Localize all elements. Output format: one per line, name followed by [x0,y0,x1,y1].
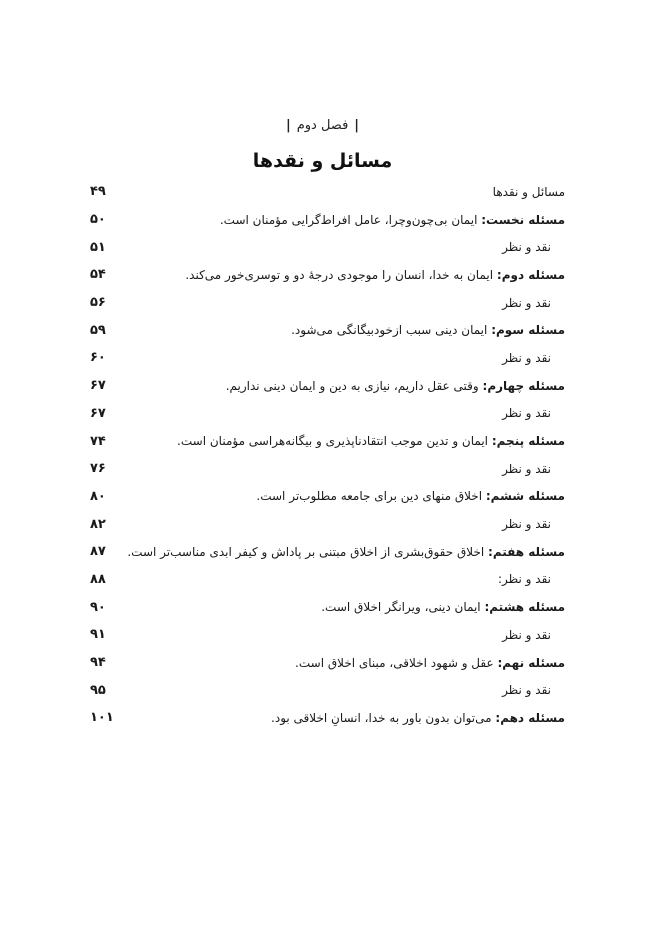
toc-entry [321,600,565,614]
toc-page-number: ۵۴ [90,267,106,283]
toc-entry-label: مسئله چهارم: [482,378,565,393]
toc-page-number: ۸۰ [90,488,106,504]
toc-row [90,289,565,317]
toc-page-number: ۵۹ [90,322,106,338]
toc-entry-text: ایمان دینی سبب ازخودبیگانگی می‌شود. [291,323,488,338]
toc-page-number: ۷۶ [90,461,106,477]
toc-row [90,178,565,206]
toc-entry-text: نقد و نظر: [498,572,551,587]
toc-page-number: ۸۲ [90,516,106,532]
toc-entry-text: اخلاق منهای دین برای جامعه مطلوب‌تر است. [256,489,483,504]
chapter-bar-right: | [354,118,360,133]
toc-page-number: ۸۸ [90,571,106,587]
page-title: مسائل و نقدها [252,150,393,172]
toc-entry-label: مسئله هشتم: [484,600,565,615]
toc-entry-text: ایمان دینی، ویرانگر اخلاق است. [321,600,481,615]
toc-row [90,593,565,621]
toc-entry-label: مسئله ششم: [485,489,565,504]
toc-page-number: ۹۴ [90,655,106,671]
toc-entry-text: ایمان به خدا، انسان را موجودی درجهٔ دو و توسری‌خور می‌کند. [185,267,494,282]
toc-page-number: ۶۷ [90,405,106,421]
toc-entry-text: نقد و نظر [502,683,551,698]
toc-entry [220,213,565,227]
toc-entry [498,572,565,586]
toc-entry-label: مسئله سوم: [491,323,565,338]
toc-entry-label: مسئله هفتم: [488,544,565,559]
toc-entry-label: مسئله پنجم: [491,434,565,449]
toc-entry [502,240,565,254]
toc-entry [502,351,565,365]
toc-entry-text: نقد و نظر [502,406,551,421]
toc-page-number: ۵۶ [90,295,106,311]
toc-entry-text: عقل و شهود اخلاقی، مبنای اخلاق است. [295,655,494,670]
toc-entry-text: اخلاق حقوق‌بشری از اخلاق مبتنی بر پاداش و کیفر ابدی مناسب‌تر است. [127,544,485,559]
toc-entry-text: نقد و نظر [502,295,551,310]
toc-entry [271,711,565,725]
toc-entry [493,185,565,199]
toc-entry-label: مسئله دهم: [495,710,565,725]
toc-page-number: ۸۷ [90,544,106,560]
toc-row [90,206,565,234]
toc-row [90,261,565,289]
toc-entry-label: مسئله دوم: [496,267,565,282]
toc-page-number: ۹۱ [90,627,106,643]
toc-row [90,676,565,704]
toc-entry [502,683,565,697]
toc-row [90,704,565,732]
toc-entry-label: مسئله نخست: [481,212,565,227]
toc-entry [226,379,565,393]
toc-entry-text: وقتی عقل داریم، نیازی به دین و ایمان دینی نداریم. [225,378,479,393]
toc-entry-text: مسائل و نقدها [492,184,565,199]
toc-entry-text: نقد و نظر [502,350,551,365]
toc-entry [291,323,565,337]
toc-entry [502,628,565,642]
chapter-label: فصل دوم [296,118,349,133]
toc-entry-text: نقد و نظر [502,240,551,255]
toc-page-number: ۴۹ [90,184,106,200]
toc-entry-text: نقد و نظر [502,517,551,532]
toc-row [90,455,565,483]
toc-entry [185,268,565,282]
toc-entry [177,434,565,448]
toc-entry-text: نقد و نظر [502,461,551,476]
toc-row [90,566,565,594]
toc-entry-text: ایمان و تدین موجب انتقادناپذیری و بیگانه‌هراسی مؤمنان است. [177,434,489,449]
table-of-contents [90,178,565,732]
chapter-heading [0,118,645,133]
toc-row [90,649,565,677]
toc-entry [502,406,565,420]
toc-entry [256,489,565,503]
toc-row [90,621,565,649]
toc-entry [295,656,565,670]
toc-page-number: ۹۰ [90,599,106,615]
toc-entry [502,462,565,476]
toc-row [90,316,565,344]
toc-page-number: ۵۱ [90,239,106,255]
toc-page-number: ۱۰۱ [90,710,114,726]
toc-entry [502,517,565,531]
toc-entry [127,545,565,559]
toc-page-number: ۶۷ [90,378,106,394]
toc-row [90,233,565,261]
toc-page-number: ۹۵ [90,682,106,698]
toc-page-number: ۵۰ [90,212,106,228]
toc-entry-label: مسئله نهم: [497,655,565,670]
toc-row [90,400,565,428]
toc-page-number: ۷۴ [90,433,106,449]
toc-entry-text: نقد و نظر [502,627,551,642]
toc-entry [502,296,565,310]
toc-row [90,372,565,400]
toc-row [90,427,565,455]
toc-row [90,538,565,566]
toc-entry-text: ایمان بی‌چون‌وچرا، عامل افراط‌گرایی مؤمنان است. [219,212,478,227]
toc-page-number: ۶۰ [90,350,106,366]
toc-entry-text: می‌توان بدون باور به خدا، انسانِ اخلاقی بود. [271,710,492,725]
toc-row [90,344,565,372]
toc-row [90,483,565,511]
chapter-bar-left: | [285,118,291,133]
toc-row [90,510,565,538]
